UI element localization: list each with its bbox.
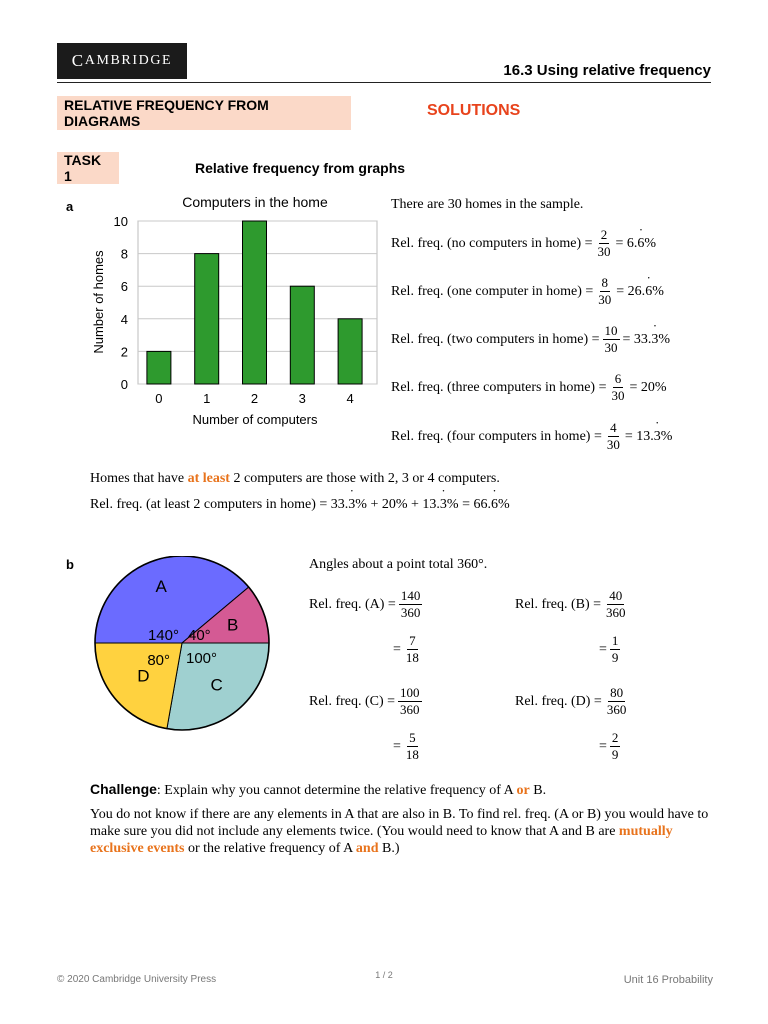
simplified-fraction-numerator: 7 (407, 634, 418, 650)
x-tick-label: 2 (250, 391, 259, 406)
pie-fraction-denominator: 360 (606, 702, 627, 718)
challenge-question-pre: : Explain why you cannot determine the relative frequency of A (156, 783, 517, 798)
recurring-digit-3: 6 ˙ (491, 496, 498, 513)
pie-chart (88, 556, 278, 732)
simplified-fraction-denominator: 9 (611, 747, 619, 763)
publisher-logo (57, 43, 187, 79)
task-badge (57, 152, 119, 184)
bar-chart (85, 188, 385, 433)
recurring-digit: 6 ˙ (637, 236, 644, 252)
recurring-digit: 3 ˙ (651, 332, 658, 348)
rel-freq-fraction-numerator: 8 (600, 276, 611, 292)
pie-fraction (398, 686, 422, 718)
y-tick-label: 0 (120, 377, 128, 392)
rel-freq-fraction-denominator: 30 (606, 437, 620, 453)
chart-title: Computers in the home (182, 194, 328, 210)
x-tick-label: 3 (298, 391, 306, 406)
pie-fraction-denominator: 360 (400, 605, 421, 621)
rel-freq-label: Rel. freq. (four computers in home) = (391, 428, 602, 444)
section-title-text: RELATIVE FREQUENCY FROM DIAGRAMS (64, 97, 269, 129)
task-badge-text: TASK 1 (64, 152, 102, 184)
bar-4 (338, 319, 362, 384)
pie-fraction-denominator: 360 (606, 605, 626, 621)
rel-freq-result (623, 332, 671, 348)
x-tick-label: 1 (203, 391, 211, 406)
mutually-exclusive-emphasis: mutually exclusive events (90, 824, 673, 856)
bar-2 (243, 221, 267, 384)
rel-freq-fraction-denominator: 30 (598, 292, 612, 308)
section-title (57, 96, 351, 130)
sum-part-3: % = 66. (446, 497, 491, 512)
pie-fraction-numerator: 40 (607, 589, 624, 605)
result-prefix: = 20% (629, 379, 667, 395)
part-a-label: a (66, 199, 74, 214)
equals-sign: = (599, 641, 607, 657)
simplified-fraction (404, 731, 421, 763)
pie-category-label: C (210, 675, 223, 695)
bar-0 (147, 351, 171, 384)
y-tick-label: 6 (120, 279, 128, 295)
rel-freq-fraction-denominator: 30 (611, 388, 625, 404)
answer-part-2: or the relative frequency of A (184, 841, 356, 856)
at-least-calculation (90, 496, 730, 513)
unit-label: Unit 16 Probability (623, 974, 713, 986)
homes-text-pre: Homes that have (90, 471, 188, 486)
recurring-digit-2: 3 ˙ (440, 496, 447, 513)
at-least-emphasis: at least (187, 471, 230, 486)
y-tick-label: 8 (120, 246, 128, 262)
sum-part-4: % (497, 497, 510, 512)
part-b-label: b (66, 557, 74, 572)
at-least-statement (90, 470, 730, 487)
rel-freq-line (391, 228, 656, 260)
pie-fraction (399, 589, 423, 621)
recurring-digit: 3 ˙ (654, 429, 661, 445)
rel-freq-result (625, 429, 673, 445)
rel-freq-line (391, 324, 670, 356)
result-prefix: = 6. (615, 235, 638, 251)
x-tick-label: 4 (346, 391, 354, 406)
pie-rel-freq-b (515, 589, 631, 621)
pie-simplified (599, 731, 623, 763)
simplified-fraction (610, 731, 621, 763)
y-tick-label: 10 (113, 214, 128, 229)
recurring-digit-1: 3 ˙ (348, 496, 355, 513)
y-tick-label: 2 (120, 344, 128, 360)
answer-part-1: You do not know if there are any elements in A that are also in B. To find rel. freq. (A or B) you would have to make sure you did not include any elements twice. (You would need to know that A and B are (90, 807, 709, 839)
result-suffix: % (652, 283, 664, 299)
result-prefix: = 33. (622, 331, 652, 347)
equals-sign: = (393, 641, 401, 657)
challenge-answer (90, 806, 722, 857)
task-subtitle: Relative frequency from graphs (195, 160, 406, 176)
result-prefix: = 13. (624, 428, 654, 444)
rel-freq-label: Rel. freq. (three computers in home) = (391, 379, 607, 395)
pie-category-label: D (137, 666, 150, 686)
pie-angle-label: 100° (186, 650, 218, 667)
page-title: 16.3 Using relative frequency (503, 62, 711, 79)
rel-freq-fraction-numerator: 6 (613, 372, 624, 388)
rel-freq-fraction (596, 228, 613, 260)
equals-sign: = (599, 738, 607, 754)
simplified-fraction-denominator: 9 (611, 650, 619, 666)
rel-freq-fraction (603, 324, 620, 356)
rel-freq-fraction-numerator: 4 (608, 421, 619, 437)
pie-category-label: A (155, 576, 167, 596)
pie-fraction-numerator: 140 (399, 589, 423, 605)
rel-freq-label: Rel. freq. (two computers in home) = (391, 331, 600, 347)
rel-freq-fraction (596, 276, 613, 308)
and-emphasis: and (355, 841, 379, 856)
or-emphasis: or (516, 783, 530, 798)
rel-freq-result (630, 380, 667, 396)
rel-freq-fraction-denominator: 30 (597, 244, 611, 260)
result-suffix: % (658, 331, 671, 347)
logo-rest: AMBRIDGE (84, 53, 173, 68)
page-number: 1 / 2 (375, 970, 393, 980)
sum-part-2: % + 20% + 13. (355, 497, 440, 512)
rel-freq-line (391, 276, 664, 308)
simplified-fraction-numerator: 2 (610, 731, 621, 747)
solutions-heading: SOLUTIONS (427, 102, 521, 119)
x-tick-label: 0 (155, 391, 163, 406)
pie-fraction (605, 686, 629, 718)
challenge-question-post: B. (529, 783, 547, 798)
rel-freq-result (616, 284, 664, 300)
pie-rel-freq-label: Rel. freq. (A) = (309, 596, 396, 612)
pie-rel-freq-c (309, 686, 425, 718)
rel-freq-fraction-numerator: 10 (603, 324, 620, 340)
bar-3 (290, 286, 314, 384)
x-axis-label: Number of computers (192, 412, 318, 427)
pie-rel-freq-label: Rel. freq. (D) = (515, 693, 602, 709)
simplified-fraction-numerator: 1 (610, 634, 621, 650)
pie-angle-label: 140° (147, 627, 179, 644)
simplified-fraction-numerator: 5 (407, 731, 418, 747)
simplified-fraction (610, 634, 621, 666)
pie-simplified (393, 731, 424, 763)
pie-rel-freq-d (515, 686, 631, 718)
homes-text-post: 2 computers are those with 2, 3 or 4 computers. (229, 471, 500, 486)
pie-angle-label: 40° (188, 627, 211, 644)
pie-simplified (599, 634, 623, 666)
pie-angle-label: 80° (147, 652, 170, 669)
rel-freq-label: Rel. freq. (no computers in home) = (391, 235, 593, 251)
answer-part-3: B.) (378, 841, 400, 856)
bar-1 (195, 254, 219, 384)
sample-size-text: There are 30 homes in the sample. (391, 197, 584, 212)
pie-rel-freq-a (309, 589, 425, 621)
rel-freq-fraction (610, 372, 627, 404)
angles-statement: Angles about a point total 360°. (309, 557, 488, 572)
y-axis-label: Number of homes (91, 250, 106, 354)
simplified-fraction-denominator: 18 (405, 650, 419, 666)
sum-part-1: Rel. freq. (at least 2 computers in home) = 33. (90, 497, 349, 512)
pie-rel-freq-label: Rel. freq. (C) = (309, 693, 396, 709)
result-suffix: % (644, 235, 657, 251)
logo-initial: C (71, 51, 85, 70)
copyright: © 2020 Cambridge University Press (57, 974, 217, 985)
equals-sign: = (393, 738, 401, 754)
pie-fraction-numerator: 80 (608, 686, 625, 702)
rel-freq-line (391, 421, 672, 453)
challenge-question (90, 781, 730, 799)
simplified-fraction (404, 634, 421, 666)
pie-simplified (393, 634, 424, 666)
y-tick-label: 4 (120, 311, 128, 327)
simplified-fraction-denominator: 18 (405, 747, 419, 763)
rel-freq-label: Rel. freq. (one computer in home) = (391, 283, 594, 299)
pie-rel-freq-label: Rel. freq. (B) = (515, 596, 602, 612)
rel-freq-fraction-denominator: 30 (604, 340, 618, 356)
rel-freq-fraction (605, 421, 622, 453)
result-suffix: % (660, 428, 673, 444)
result-prefix: = 26. (616, 283, 646, 299)
pie-category-label: B (227, 615, 239, 635)
rel-freq-fraction-numerator: 2 (599, 228, 610, 244)
recurring-digit: 6 ˙ (645, 284, 652, 300)
header-divider (57, 82, 711, 83)
pie-fraction-numerator: 100 (398, 686, 422, 702)
rel-freq-result (616, 236, 657, 252)
rel-freq-line (391, 372, 667, 404)
pie-fraction-denominator: 360 (400, 702, 420, 718)
challenge-label: Challenge (90, 781, 157, 797)
pie-fraction (604, 589, 628, 621)
